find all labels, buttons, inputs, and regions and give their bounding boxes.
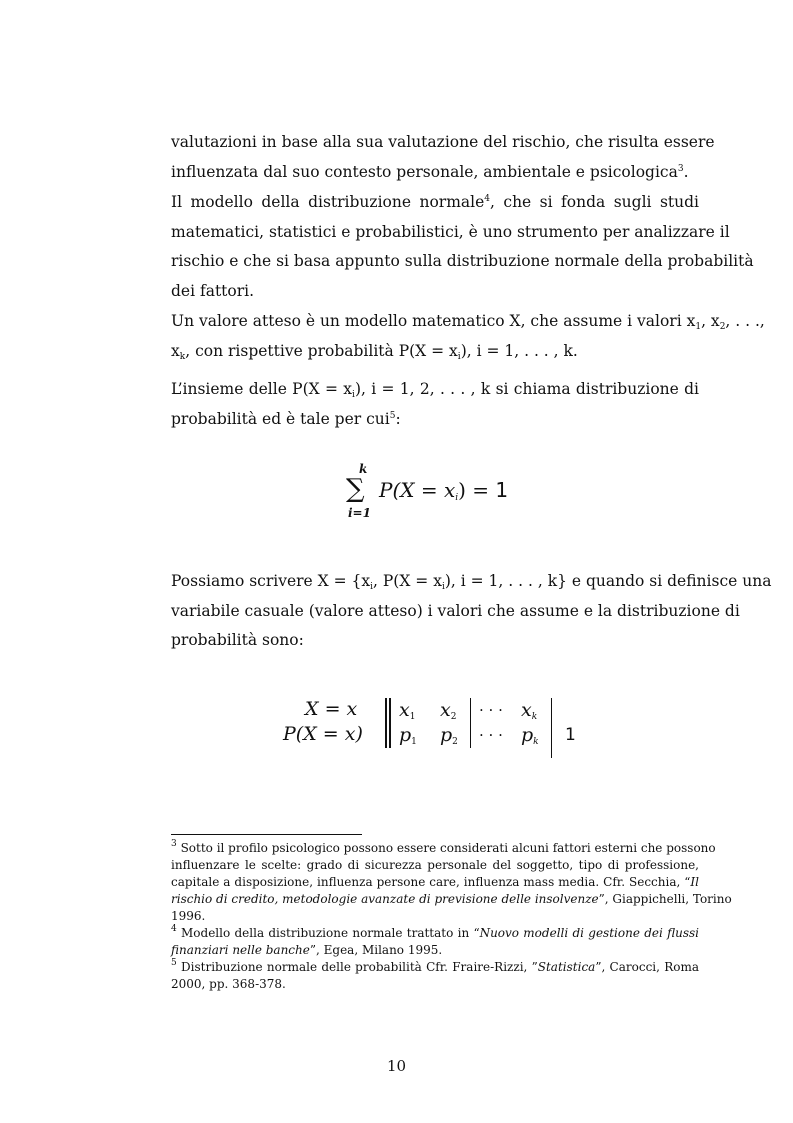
text-line: matematici, statistici e probabilistici, è uno strumento per analizzare il (171, 222, 730, 241)
paragraph-1 (171, 128, 715, 187)
summation-formula (346, 462, 546, 526)
footnote-mark: 3 (171, 839, 177, 849)
prob-p2: $p_2$ (440, 724, 458, 747)
text-line: L’insieme delle $P(X = x_i)$, i = 1, 2, . . . , k si chiama distribuzione di (171, 380, 700, 400)
paragraph-5 (171, 567, 772, 656)
footnote-rule (171, 834, 362, 835)
text-line: rischio e che si basa appunto sulla distribuzione normale della probabilità (171, 252, 754, 270)
row-label-p: P(X = x) (283, 723, 363, 745)
text-line: dei fattori. (171, 281, 255, 300)
footnote-3: $^3$ Sotto il profilo psicologico possono essere considerati alcuni fattori esterni che possono influenzare le scelte: grado di sicurezza personale del soggetto, tipo di professione, capitale a disposizione, influenza persone care, influenza mass media. Cfr. Secchia, “Il rischio di credito, metodologie avanzate di previsione delle insolvenze”, Giappichelli, Torino 1996. (171, 839, 732, 923)
total-value: 1 (565, 725, 576, 745)
text-line: probabilità ed è tale per cui$^5$: (171, 409, 401, 428)
footnote-mark: 5 (171, 958, 177, 968)
column-rule (470, 698, 471, 748)
dots-top: . . . (479, 697, 503, 715)
text-line: valutazioni in base alla sua valutazione del rischio, che risulta essere (171, 133, 715, 151)
footnote-ref[interactable]: 5 (389, 410, 396, 421)
text-line: variabile casuale (valore atteso) i valori che assume e la distribuzione di (171, 601, 740, 620)
total-rule (551, 698, 552, 758)
value-x2: $x_2$ (440, 699, 457, 722)
paragraph-2 (171, 188, 754, 306)
footnote-mark: 4 (171, 924, 177, 934)
dots-bottom: . . . (479, 722, 503, 740)
footnote-ref[interactable]: 3 (677, 163, 684, 174)
page-number: 10 (386, 1057, 407, 1075)
value-xk: $x_k$ (521, 699, 538, 722)
sum-upper-limit: k (359, 462, 368, 476)
sum-body: $P(X = x_i) = 1$ (379, 478, 509, 503)
double-rule-left (385, 698, 387, 748)
text-line: Possiamo scrivere $X = \{x_i$, $P(X = x_i)$, i = 1, . . . , k} e quando si definisce una (171, 572, 772, 592)
prob-p1: $p_1$ (399, 724, 417, 747)
text-line: Un valore atteso è un modello matematico X, che assume i valori $x_1$, $x_2$, . . ., (171, 312, 765, 332)
paragraph-4 (171, 375, 699, 434)
sigma-symbol: ∑ (346, 474, 365, 504)
footnote-4: $^4$ Modello della distribuzione normale trattato in “Nuovo modelli di gestione dei flussi finanziari nelle banche”, Egea, Milano 1995. (171, 924, 699, 957)
double-rule-right (389, 698, 391, 748)
prob-pk: $p_k$ (521, 724, 539, 747)
text-line: $x_k$, con rispettive probabilità $P(X = x_i)$, i = 1, . . . , k. (171, 341, 578, 362)
value-x1: $x_1$ (399, 699, 416, 722)
distribution-table-formula (283, 696, 593, 758)
paragraph-3 (171, 307, 765, 366)
sum-lower-limit: i=1 (348, 506, 371, 520)
footnotes (171, 839, 732, 993)
text-line: Il modello della distribuzione normale$^4$, che si fonda sugli studi (171, 193, 699, 211)
text-line: influenzata dal suo contesto personale, ambientale e psicologica$^3$. (171, 162, 689, 181)
text-line: probabilità sono: (171, 631, 304, 649)
footnote-ref[interactable]: 4 (484, 194, 490, 204)
row-label-x: X = x (305, 698, 358, 720)
footnote-5: $^5$ Distribuzione normale delle probabilità Cfr. Fraire-Rizzi, ”Statistica”, Carocci, Roma 2000, pp. 368-378. (171, 958, 699, 991)
